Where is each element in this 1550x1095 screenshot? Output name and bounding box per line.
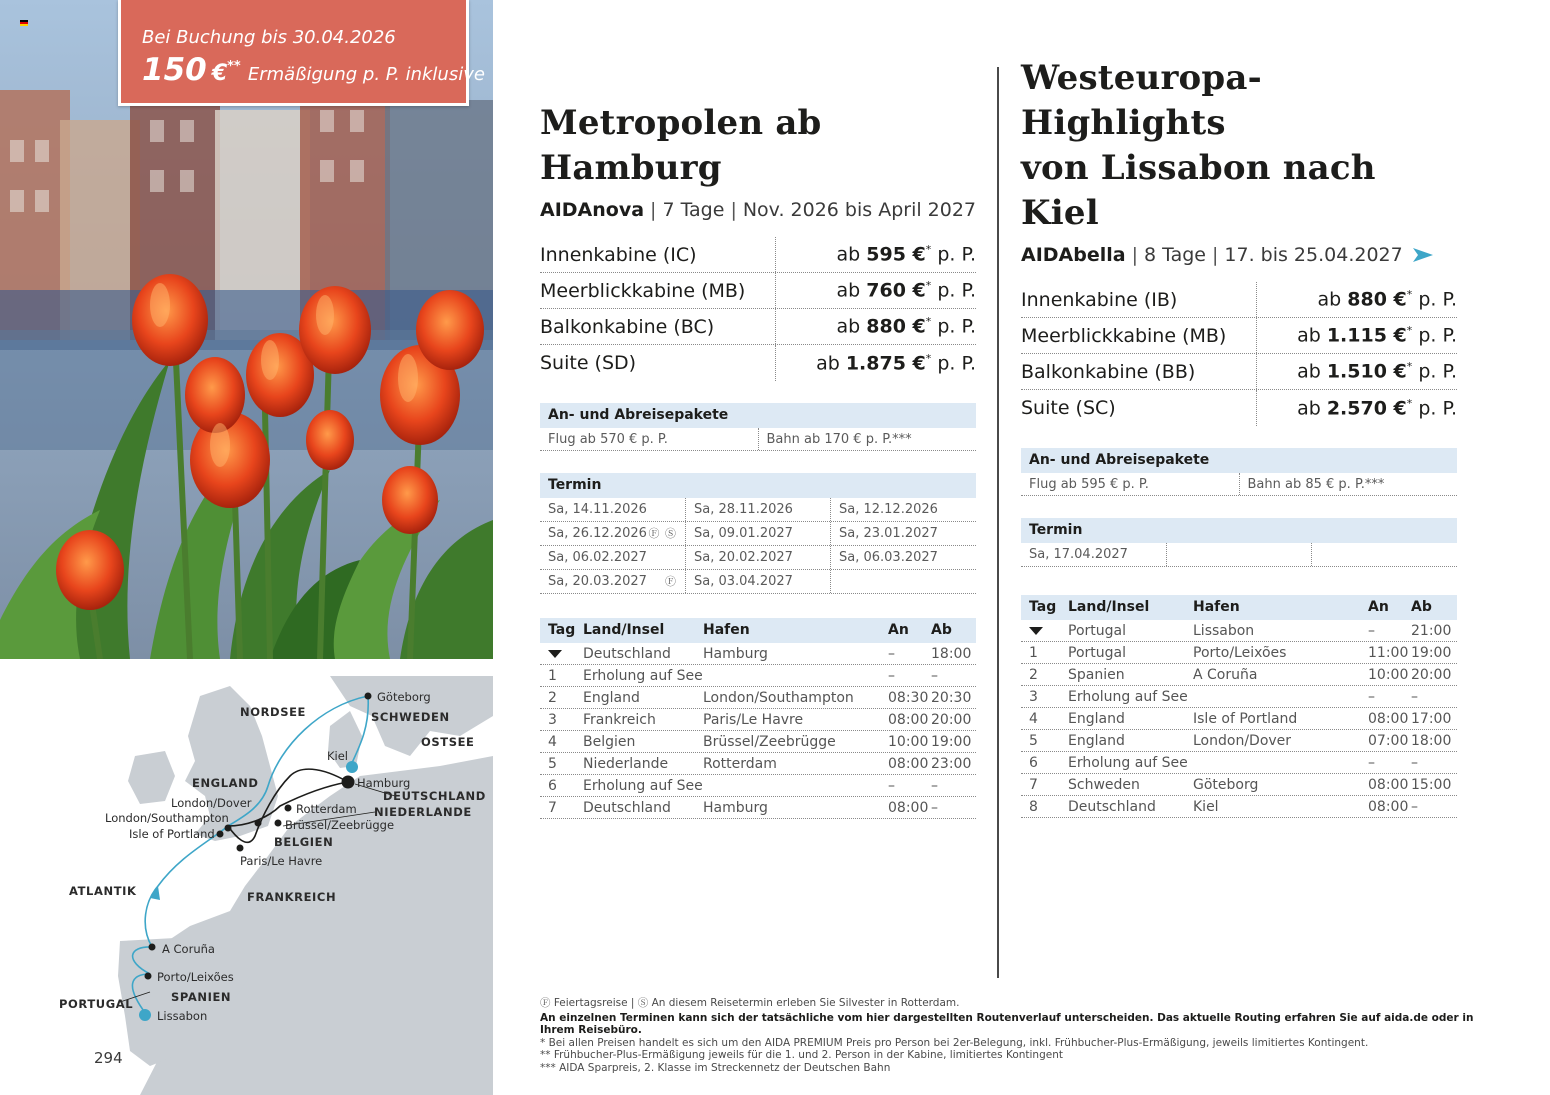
departure-triangle-icon <box>548 650 562 658</box>
itinerary-table <box>540 618 976 819</box>
termin-date: Sa, 17.04.2027 <box>1029 547 1128 562</box>
termin-date: Sa, 06.03.2027 <box>830 546 975 569</box>
map-label-frankreich: FRANKREICH <box>247 890 337 904</box>
ship-name: AIDAnova <box>540 199 645 221</box>
cruise-period: Nov. 2026 bis April 2027 <box>742 199 977 221</box>
price-table <box>1021 282 1457 426</box>
cabin-type: Balkonkabine (BC) <box>540 309 776 344</box>
termin-date: Sa, 09.01.2027 <box>685 522 830 545</box>
cabin-type: Innenkabine (IC) <box>540 237 776 272</box>
cabin-price: ab 1.510 €* p. P. <box>1297 360 1457 383</box>
promo-amount: 150 <box>142 52 207 88</box>
cabin-price: ab 1.875 €* p. P. <box>816 351 976 375</box>
termin-date: Sa, 26.12.2026 Ⓕ Ⓢ <box>540 522 685 545</box>
promo-currency: € <box>211 61 228 86</box>
map-label-nordsee: NORDSEE <box>240 705 306 719</box>
map-label-england: ENGLAND <box>192 776 259 790</box>
cruise-metropolen-ab-hamburg <box>540 0 976 819</box>
map-label-ostsee: OSTSEE <box>421 735 475 749</box>
itinerary-header: Tag Land/Insel Hafen An Ab <box>540 618 976 643</box>
cabin-price: ab 2.570 €* p. P. <box>1297 396 1457 420</box>
map-port-bruessel-zeebruegge: Brüssel/Zeebrügge <box>285 818 395 832</box>
itinerary-row: 8 Deutschland Kiel 08:00 – <box>1021 796 1457 818</box>
itinerary-row: 1 Erholung auf See – – <box>540 665 976 687</box>
cabin-type: Suite (SD) <box>540 345 776 381</box>
footnote-legend: Ⓕ Feiertagsreise | Ⓢ An diesem Reisetermin erleben Sie Silvester in Rotterdam. <box>540 997 960 1009</box>
itinerary-row: 5 England London/Dover 07:00 18:00 <box>1021 730 1457 752</box>
map-port-kiel: Kiel <box>327 749 349 763</box>
cabin-type: Balkonkabine (BB) <box>1021 354 1257 389</box>
package-train: Bahn ab 170 € p. P.*** <box>758 428 977 450</box>
price-row <box>1021 390 1457 426</box>
packages-title: An- und Abreisepakete <box>540 403 976 428</box>
cruise-subline: AIDAbella | 8 Tage | 17. bis 25.04.2027 <box>1021 244 1457 266</box>
departure-triangle-icon <box>1029 627 1043 635</box>
itinerary-row: 2 England London/Southampton 08:30 20:30 <box>540 687 976 709</box>
price-row <box>1021 354 1457 390</box>
map-label-portugal: PORTUGAL <box>59 997 134 1011</box>
cruise-title <box>1021 0 1457 236</box>
termin-date: Sa, 12.12.2026 <box>830 498 975 521</box>
termin-date <box>1166 543 1311 566</box>
route-map <box>0 676 493 1095</box>
itinerary-table <box>1021 595 1457 818</box>
cruise-title <box>540 0 976 191</box>
holiday-icon: Ⓕ <box>665 575 677 588</box>
cruise-duration: 8 Tage <box>1144 244 1206 266</box>
cruise-subline: AIDAnova | 7 Tage | Nov. 2026 bis April 2027 <box>540 199 976 221</box>
termin-date: Sa, 28.11.2026 <box>685 498 830 521</box>
termin-date: Sa, 06.02.2027 <box>548 550 647 565</box>
footnote-star3: *** AIDA Sparpreis, 2. Klasse im Streckennetz der Deutschen Bahn <box>540 1061 891 1074</box>
ship-name: AIDAbella <box>1021 244 1126 266</box>
footnote-star1: * Bei allen Preisen handelt es sich um den AIDA PREMIUM Preis pro Person bei 2er-Belegung, inkl. Frühbucher-Plus-Ermäßigung, jeweils limitiertes Kontingent. <box>540 1036 1369 1049</box>
itinerary-row: 3 Erholung auf See – – <box>1021 686 1457 708</box>
itinerary-row: 5 Niederlande Rotterdam 08:00 23:00 <box>540 753 976 775</box>
price-row <box>540 273 976 309</box>
map-port-london-southampton: London/Southampton <box>105 811 229 825</box>
travel-packages <box>540 403 976 451</box>
cabin-price: ab 760 €* p. P. <box>836 279 976 302</box>
map-label-belgien: BELGIEN <box>274 835 334 849</box>
itinerary-header: Tag Land/Insel Hafen An Ab <box>1021 595 1457 620</box>
map-label-schweden: SCHWEDEN <box>371 710 450 724</box>
cabin-price: ab 880 €* p. P. <box>1317 288 1457 311</box>
itinerary-row: 2 Spanien A Coruña 10:00 20:00 <box>1021 664 1457 686</box>
itinerary-row: 7 Schweden Göteborg 08:00 15:00 <box>1021 774 1457 796</box>
itinerary-row: Portugal Lissabon – 21:00 <box>1021 620 1457 642</box>
promo-discount <box>142 52 485 88</box>
itinerary-row: 3 Frankreich Paris/Le Havre 08:00 20:00 <box>540 709 976 731</box>
itinerary-row: 6 Erholung auf See – – <box>540 775 976 797</box>
itinerary-row: 1 Portugal Porto/Leixões 11:00 19:00 <box>1021 642 1457 664</box>
price-row <box>1021 318 1457 354</box>
promo-text: Ermäßigung p. P. inklusive <box>247 64 485 85</box>
page-number: 294 <box>94 1049 123 1067</box>
itinerary-row: Deutschland Hamburg – 18:00 <box>540 643 976 665</box>
promo-deadline: Bei Buchung bis 30.04.2026 <box>142 27 396 48</box>
itinerary-row: 4 Belgien Brüssel/Zeebrügge 10:00 19:00 <box>540 731 976 753</box>
cruise-period: 17. bis 25.04.2027 <box>1224 244 1403 266</box>
package-flight: Flug ab 570 € p. P. <box>548 432 668 447</box>
travel-packages <box>1021 448 1457 496</box>
departure-dates <box>1021 518 1457 567</box>
termin-date <box>1311 543 1456 566</box>
map-port-lissabon: Lissabon <box>157 1009 208 1023</box>
cabin-price: ab 880 €* p. P. <box>836 315 976 338</box>
cruise-duration: 7 Tage <box>662 199 725 221</box>
departure-dates <box>540 473 976 594</box>
termin-date: Sa, 23.01.2027 <box>830 522 975 545</box>
cruise-title-line: Westeuropa-Highlights <box>1021 58 1262 143</box>
price-table <box>540 237 976 381</box>
package-flight: Flug ab 595 € p. P. <box>1029 477 1149 492</box>
itinerary-row: 4 England Isle of Portland 08:00 17:00 <box>1021 708 1457 730</box>
termin-date: Sa, 20.03.2027 Ⓕ <box>540 570 685 593</box>
map-label-spanien: SPANIEN <box>171 990 232 1004</box>
price-row <box>540 237 976 273</box>
price-row <box>540 345 976 381</box>
package-train: Bahn ab 85 € p. P.*** <box>1239 473 1458 495</box>
itinerary-row: 7 Deutschland Hamburg 08:00 – <box>540 797 976 819</box>
map-port-rotterdam: Rotterdam <box>296 802 357 816</box>
cabin-type: Innenkabine (IB) <box>1021 282 1257 317</box>
termin-date: Sa, 03.04.2027 <box>685 570 830 593</box>
promo-footnote-mark: ** <box>227 59 241 74</box>
cruise-title-line: von Lissabon nach Kiel <box>1021 148 1376 233</box>
german-flag-icon <box>20 20 28 26</box>
cruise-title-line: Metropolen ab Hamburg <box>540 103 822 188</box>
termin-date: Sa, 20.02.2027 <box>685 546 830 569</box>
arrow-right-icon[interactable] <box>1413 248 1433 262</box>
map-port-a-coruna: A Coruña <box>162 942 215 956</box>
price-row <box>540 309 976 345</box>
map-port-hamburg: Hamburg <box>357 776 411 790</box>
map-port-london-dover: London/Dover <box>171 796 252 810</box>
cabin-type: Meerblickkabine (MB) <box>1021 318 1257 353</box>
footnotes <box>540 997 1500 1074</box>
holiday-silvester-icon: Ⓕ Ⓢ <box>648 527 677 540</box>
termin-date: Sa, 14.11.2026 <box>548 502 647 517</box>
cabin-type: Meerblickkabine (MB) <box>540 273 776 308</box>
cabin-price: ab 595 €* p. P. <box>836 243 976 266</box>
termin-title: Termin <box>540 473 976 498</box>
termin-title: Termin <box>1021 518 1457 543</box>
footnote-routing: An einzelnen Terminen kann sich der tatsächliche vom hier dargestellten Routenverlauf unterscheiden. Das aktuelle Routing erfahren Sie auf aida.de oder in Ihrem Reisebüro. <box>540 1011 1474 1036</box>
map-label-deutschland: DEUTSCHLAND <box>383 789 486 803</box>
promo-badge <box>118 0 485 106</box>
map-label-niederlande: NIEDERLANDE <box>374 805 472 819</box>
map-port-porto-leixoes: Porto/Leixões <box>157 970 234 984</box>
footnote-star2: ** Frühbucher-Plus-Ermäßigung jeweils für die 1. und 2. Person in der Kabine, limitiertes Kontingent <box>540 1049 1063 1061</box>
column-divider <box>997 67 999 978</box>
cabin-price: ab 1.115 €* p. P. <box>1297 324 1457 347</box>
cruise-westeuropa-highlights <box>1021 0 1457 818</box>
price-row <box>1021 282 1457 318</box>
termin-date <box>830 570 975 593</box>
map-port-isle-of-portland: Isle of Portland <box>129 827 215 841</box>
cabin-type: Suite (SC) <box>1021 390 1257 426</box>
map-port-goeteborg: Göteborg <box>377 690 431 704</box>
itinerary-row: 6 Erholung auf See – – <box>1021 752 1457 774</box>
packages-title: An- und Abreisepakete <box>1021 448 1457 473</box>
map-port-paris-le-havre: Paris/Le Havre <box>240 854 323 868</box>
map-label-atlantik: ATLANTIK <box>69 884 137 898</box>
